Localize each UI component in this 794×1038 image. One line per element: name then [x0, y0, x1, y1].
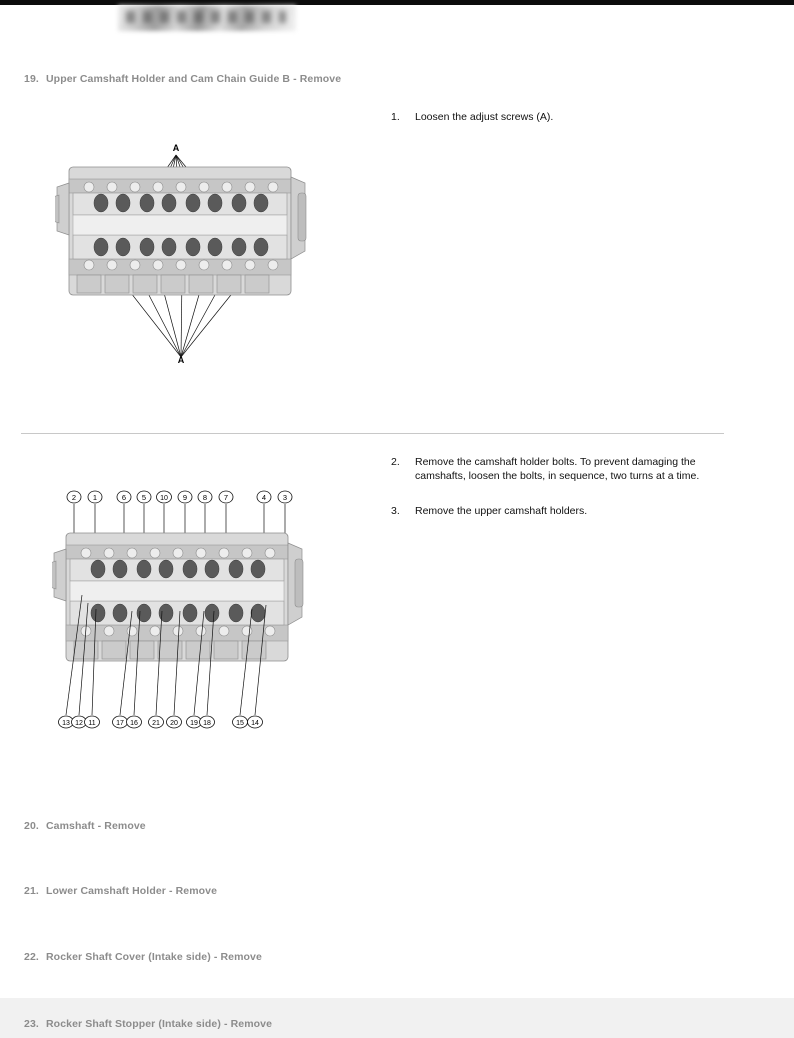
step-number: 3.	[391, 504, 400, 517]
step-list-2	[389, 455, 724, 531]
svg-text:3: 3	[282, 493, 288, 502]
blurred-image-artifact	[118, 5, 296, 31]
section-title-22: Rocker Shaft Cover (Intake side) - Remove	[46, 951, 262, 963]
step-number: 2.	[391, 456, 400, 468]
figure-adjust-screws	[55, 135, 345, 375]
section-title-19: Upper Camshaft Holder and Cam Chain Guide B - Remove	[46, 73, 342, 85]
svg-text:21: 21	[152, 720, 160, 727]
svg-text:13: 13	[62, 720, 70, 727]
figure-2-top-callouts	[67, 491, 292, 503]
svg-text:20: 20	[170, 720, 178, 727]
step-item	[389, 504, 724, 518]
section-divider	[21, 433, 724, 434]
step-list-1	[389, 110, 724, 137]
svg-text:12: 12	[75, 720, 83, 727]
figure-bolt-sequence-svg	[52, 485, 322, 750]
step-item	[389, 110, 724, 124]
section-number-21: 21.	[24, 885, 39, 897]
section-number-23: 23.	[24, 1018, 39, 1030]
svg-text:8: 8	[202, 493, 208, 502]
section-title-21: Lower Camshaft Holder - Remove	[46, 885, 218, 897]
svg-text:17: 17	[116, 720, 124, 727]
section-heading-20	[24, 820, 146, 832]
step-number: 1.	[391, 111, 400, 123]
step-item	[389, 455, 724, 484]
figure-bolt-sequence	[52, 485, 322, 750]
section-heading-22	[24, 951, 262, 963]
figure-2-bottom-callouts	[59, 716, 263, 728]
svg-text:2: 2	[71, 493, 77, 502]
section-heading-21	[24, 885, 217, 897]
section-heading-23	[24, 1018, 272, 1030]
section-title-20: Camshaft - Remove	[46, 820, 146, 832]
figure-1-label-bottom: A	[177, 355, 185, 365]
svg-text:5: 5	[141, 493, 147, 502]
section-title-23: Rocker Shaft Stopper (Intake side) - Remove	[46, 1018, 273, 1030]
section-number-19: 19.	[24, 73, 39, 85]
svg-text:4: 4	[261, 493, 267, 502]
svg-text:10: 10	[160, 495, 168, 502]
step-text: Loosen the adjust screws (A).	[415, 111, 554, 123]
svg-text:11: 11	[88, 720, 96, 727]
svg-text:7: 7	[223, 493, 229, 502]
svg-text:18: 18	[203, 720, 211, 727]
step-text: Remove the camshaft holder bolts. To prevent damaging the camshafts, loosen the bolts, in sequence, two turns at a time.	[415, 456, 700, 483]
step-text: Remove the upper camshaft holders.	[415, 504, 588, 517]
svg-text:16: 16	[130, 720, 138, 727]
figure-1-label-top: A	[172, 143, 180, 153]
section-number-22: 22.	[24, 951, 39, 963]
svg-text:15: 15	[236, 720, 244, 727]
svg-text:6: 6	[121, 493, 127, 502]
svg-text:14: 14	[251, 720, 259, 727]
svg-text:1: 1	[92, 493, 98, 502]
section-number-20: 20.	[24, 820, 39, 832]
svg-text:19: 19	[190, 720, 198, 727]
figure-adjust-screws-svg	[55, 135, 345, 375]
section-heading-19	[24, 73, 341, 85]
svg-text:9: 9	[182, 493, 188, 502]
